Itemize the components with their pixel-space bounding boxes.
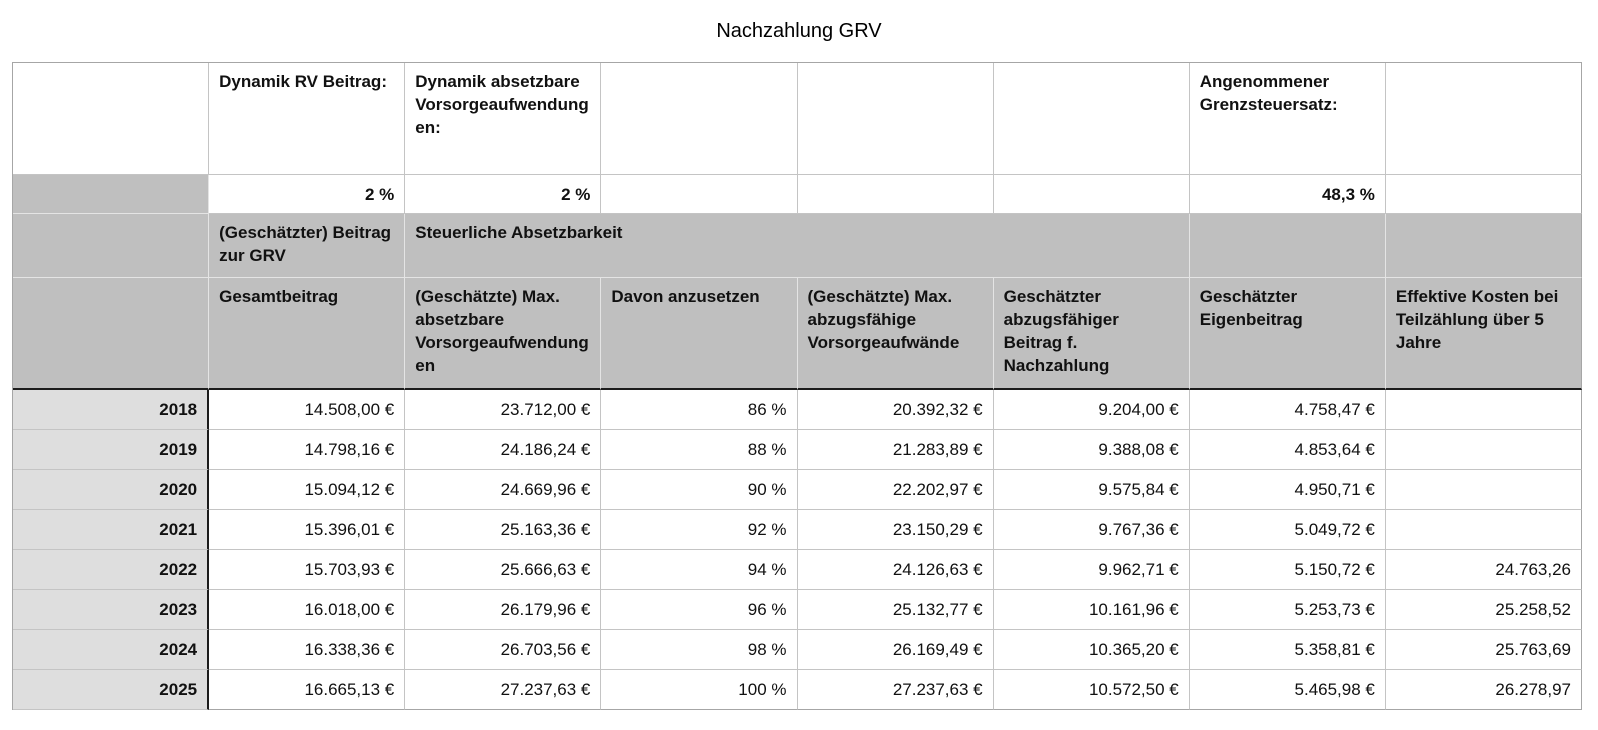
grv-table — [12, 62, 1582, 710]
data-cell[interactable]: 9.575,84 € — [994, 470, 1190, 510]
data-cell[interactable]: 26.703,56 € — [405, 630, 601, 670]
data-cell[interactable] — [1386, 430, 1582, 470]
cell-empty-gray[interactable] — [13, 214, 209, 278]
data-cell[interactable]: 24.126,63 € — [798, 550, 994, 590]
data-cell[interactable]: 90 % — [601, 470, 797, 510]
cell-empty-gray[interactable] — [1386, 214, 1582, 278]
data-cell[interactable]: 5.358,81 € — [1190, 630, 1386, 670]
param-value-row — [13, 175, 1582, 214]
cell-empty-gray[interactable] — [13, 278, 209, 390]
data-cell[interactable]: 21.283,89 € — [798, 430, 994, 470]
data-cell[interactable]: 5.465,98 € — [1190, 670, 1386, 710]
cell-empty-gray[interactable] — [1190, 214, 1386, 278]
data-row-2021 — [13, 510, 1582, 550]
data-cell[interactable]: 9.962,71 € — [994, 550, 1190, 590]
cell-empty[interactable] — [1386, 175, 1582, 214]
data-row-2023 — [13, 590, 1582, 630]
data-cell[interactable] — [1386, 470, 1582, 510]
data-cell[interactable]: 15.396,01 € — [209, 510, 405, 550]
group-header-beitrag-grv[interactable]: (Geschätzter) Beitrag zur GRV — [209, 214, 405, 278]
param-label-grenzsteuersatz[interactable]: Angenommener Grenzsteuersatz: — [1190, 63, 1386, 175]
data-cell[interactable]: 26.179,96 € — [405, 590, 601, 630]
column-header-effektive-kosten[interactable]: Effektive Kosten bei Teilzählung über 5 Jahre — [1386, 278, 1582, 390]
data-cell[interactable]: 14.508,00 € — [209, 390, 405, 430]
cell-empty[interactable] — [994, 63, 1190, 175]
data-cell[interactable]: 20.392,32 € — [798, 390, 994, 430]
data-row-2018 — [13, 390, 1582, 430]
data-cell[interactable]: 98 % — [601, 630, 797, 670]
data-cell[interactable]: 16.338,36 € — [209, 630, 405, 670]
data-cell[interactable]: 27.237,63 € — [405, 670, 601, 710]
data-cell[interactable]: 9.388,08 € — [994, 430, 1190, 470]
data-cell[interactable]: 14.798,16 € — [209, 430, 405, 470]
cell-empty[interactable] — [798, 63, 994, 175]
data-row-2022 — [13, 550, 1582, 590]
year-cell[interactable]: 2022 — [13, 550, 209, 590]
group-header-row — [13, 214, 1582, 278]
column-header-eigenbeitrag[interactable]: Geschätzter Eigenbeitrag — [1190, 278, 1386, 390]
data-cell[interactable]: 22.202,97 € — [798, 470, 994, 510]
data-cell[interactable]: 27.237,63 € — [798, 670, 994, 710]
param-label-dynamik-vorsorge[interactable]: Dynamik absetzbare Vorsorgeaufwendungen: — [405, 63, 601, 175]
data-cell[interactable]: 5.049,72 € — [1190, 510, 1386, 550]
data-cell[interactable]: 16.665,13 € — [209, 670, 405, 710]
data-row-2025 — [13, 670, 1582, 710]
data-cell[interactable]: 9.204,00 € — [994, 390, 1190, 430]
data-cell[interactable]: 26.278,97 — [1386, 670, 1582, 710]
param-value-dynamik-rv[interactable]: 2 % — [209, 175, 405, 214]
cell-empty-gray[interactable] — [13, 175, 209, 214]
data-cell[interactable]: 15.703,93 € — [209, 550, 405, 590]
data-cell[interactable]: 25.666,63 € — [405, 550, 601, 590]
data-cell[interactable]: 23.150,29 € — [798, 510, 994, 550]
data-cell[interactable]: 4.853,64 € — [1190, 430, 1386, 470]
cell-empty[interactable] — [994, 175, 1190, 214]
param-value-dynamik-vorsorge[interactable]: 2 % — [405, 175, 601, 214]
data-cell[interactable]: 100 % — [601, 670, 797, 710]
param-value-grenzsteuersatz[interactable]: 48,3 % — [1190, 175, 1386, 214]
data-row-2024 — [13, 630, 1582, 670]
data-cell[interactable] — [1386, 510, 1582, 550]
data-cell[interactable]: 4.950,71 € — [1190, 470, 1386, 510]
page-title: Nachzahlung GRV — [716, 20, 882, 42]
group-header-steuerliche-absetzbarkeit[interactable]: Steuerliche Absetzbarkeit — [405, 214, 1190, 278]
data-cell[interactable] — [1386, 390, 1582, 430]
data-cell[interactable]: 15.094,12 € — [209, 470, 405, 510]
data-cell[interactable]: 25.258,52 — [1386, 590, 1582, 630]
data-cell[interactable]: 10.572,50 € — [994, 670, 1190, 710]
data-row-2019 — [13, 430, 1582, 470]
column-header-max-absetzbare[interactable]: (Geschätzte) Max. absetzbare Vorsorgeaufwendungen — [405, 278, 601, 390]
data-cell[interactable]: 16.018,00 € — [209, 590, 405, 630]
data-cell[interactable]: 88 % — [601, 430, 797, 470]
data-cell[interactable]: 10.161,96 € — [994, 590, 1190, 630]
param-label-dynamik-rv[interactable]: Dynamik RV Beitrag: — [209, 63, 405, 175]
column-header-max-abzugsfaehige[interactable]: (Geschätzte) Max. abzugsfähige Vorsorgeaufwände — [798, 278, 994, 390]
data-cell[interactable]: 94 % — [601, 550, 797, 590]
data-cell[interactable]: 4.758,47 € — [1190, 390, 1386, 430]
data-cell[interactable]: 24.669,96 € — [405, 470, 601, 510]
year-cell[interactable]: 2025 — [13, 670, 209, 710]
cell-empty[interactable] — [601, 175, 797, 214]
column-header-row — [13, 278, 1582, 390]
cell-empty[interactable] — [1386, 63, 1582, 175]
data-cell[interactable]: 5.150,72 € — [1190, 550, 1386, 590]
data-cell[interactable]: 92 % — [601, 510, 797, 550]
column-header-abzugsfaehiger-beitrag[interactable]: Geschätzter abzugsfähiger Beitrag f. Nachzahlung — [994, 278, 1190, 390]
data-cell[interactable]: 25.163,36 € — [405, 510, 601, 550]
data-cell[interactable]: 25.132,77 € — [798, 590, 994, 630]
column-header-davon-anzusetzen[interactable]: Davon anzusetzen — [601, 278, 797, 390]
data-cell[interactable]: 26.169,49 € — [798, 630, 994, 670]
year-cell[interactable]: 2023 — [13, 590, 209, 630]
data-row-2020 — [13, 470, 1582, 510]
data-cell[interactable]: 9.767,36 € — [994, 510, 1190, 550]
param-label-row — [13, 63, 1582, 175]
cell-empty[interactable] — [798, 175, 994, 214]
year-cell[interactable]: 2018 — [13, 390, 209, 430]
cell-empty[interactable] — [601, 63, 797, 175]
column-header-gesamtbeitrag[interactable]: Gesamtbeitrag — [209, 278, 405, 390]
year-cell[interactable]: 2019 — [13, 430, 209, 470]
data-cell[interactable]: 96 % — [601, 590, 797, 630]
year-cell[interactable]: 2021 — [13, 510, 209, 550]
data-cell[interactable]: 25.763,69 — [1386, 630, 1582, 670]
data-cell[interactable]: 5.253,73 € — [1190, 590, 1386, 630]
data-cell[interactable]: 23.712,00 € — [405, 390, 601, 430]
data-cell[interactable]: 24.186,24 € — [405, 430, 601, 470]
year-cell[interactable]: 2024 — [13, 630, 209, 670]
data-cell[interactable]: 24.763,26 — [1386, 550, 1582, 590]
cell-empty[interactable] — [13, 63, 209, 175]
year-cell[interactable]: 2020 — [13, 470, 209, 510]
data-cell[interactable]: 86 % — [601, 390, 797, 430]
data-cell[interactable]: 10.365,20 € — [994, 630, 1190, 670]
